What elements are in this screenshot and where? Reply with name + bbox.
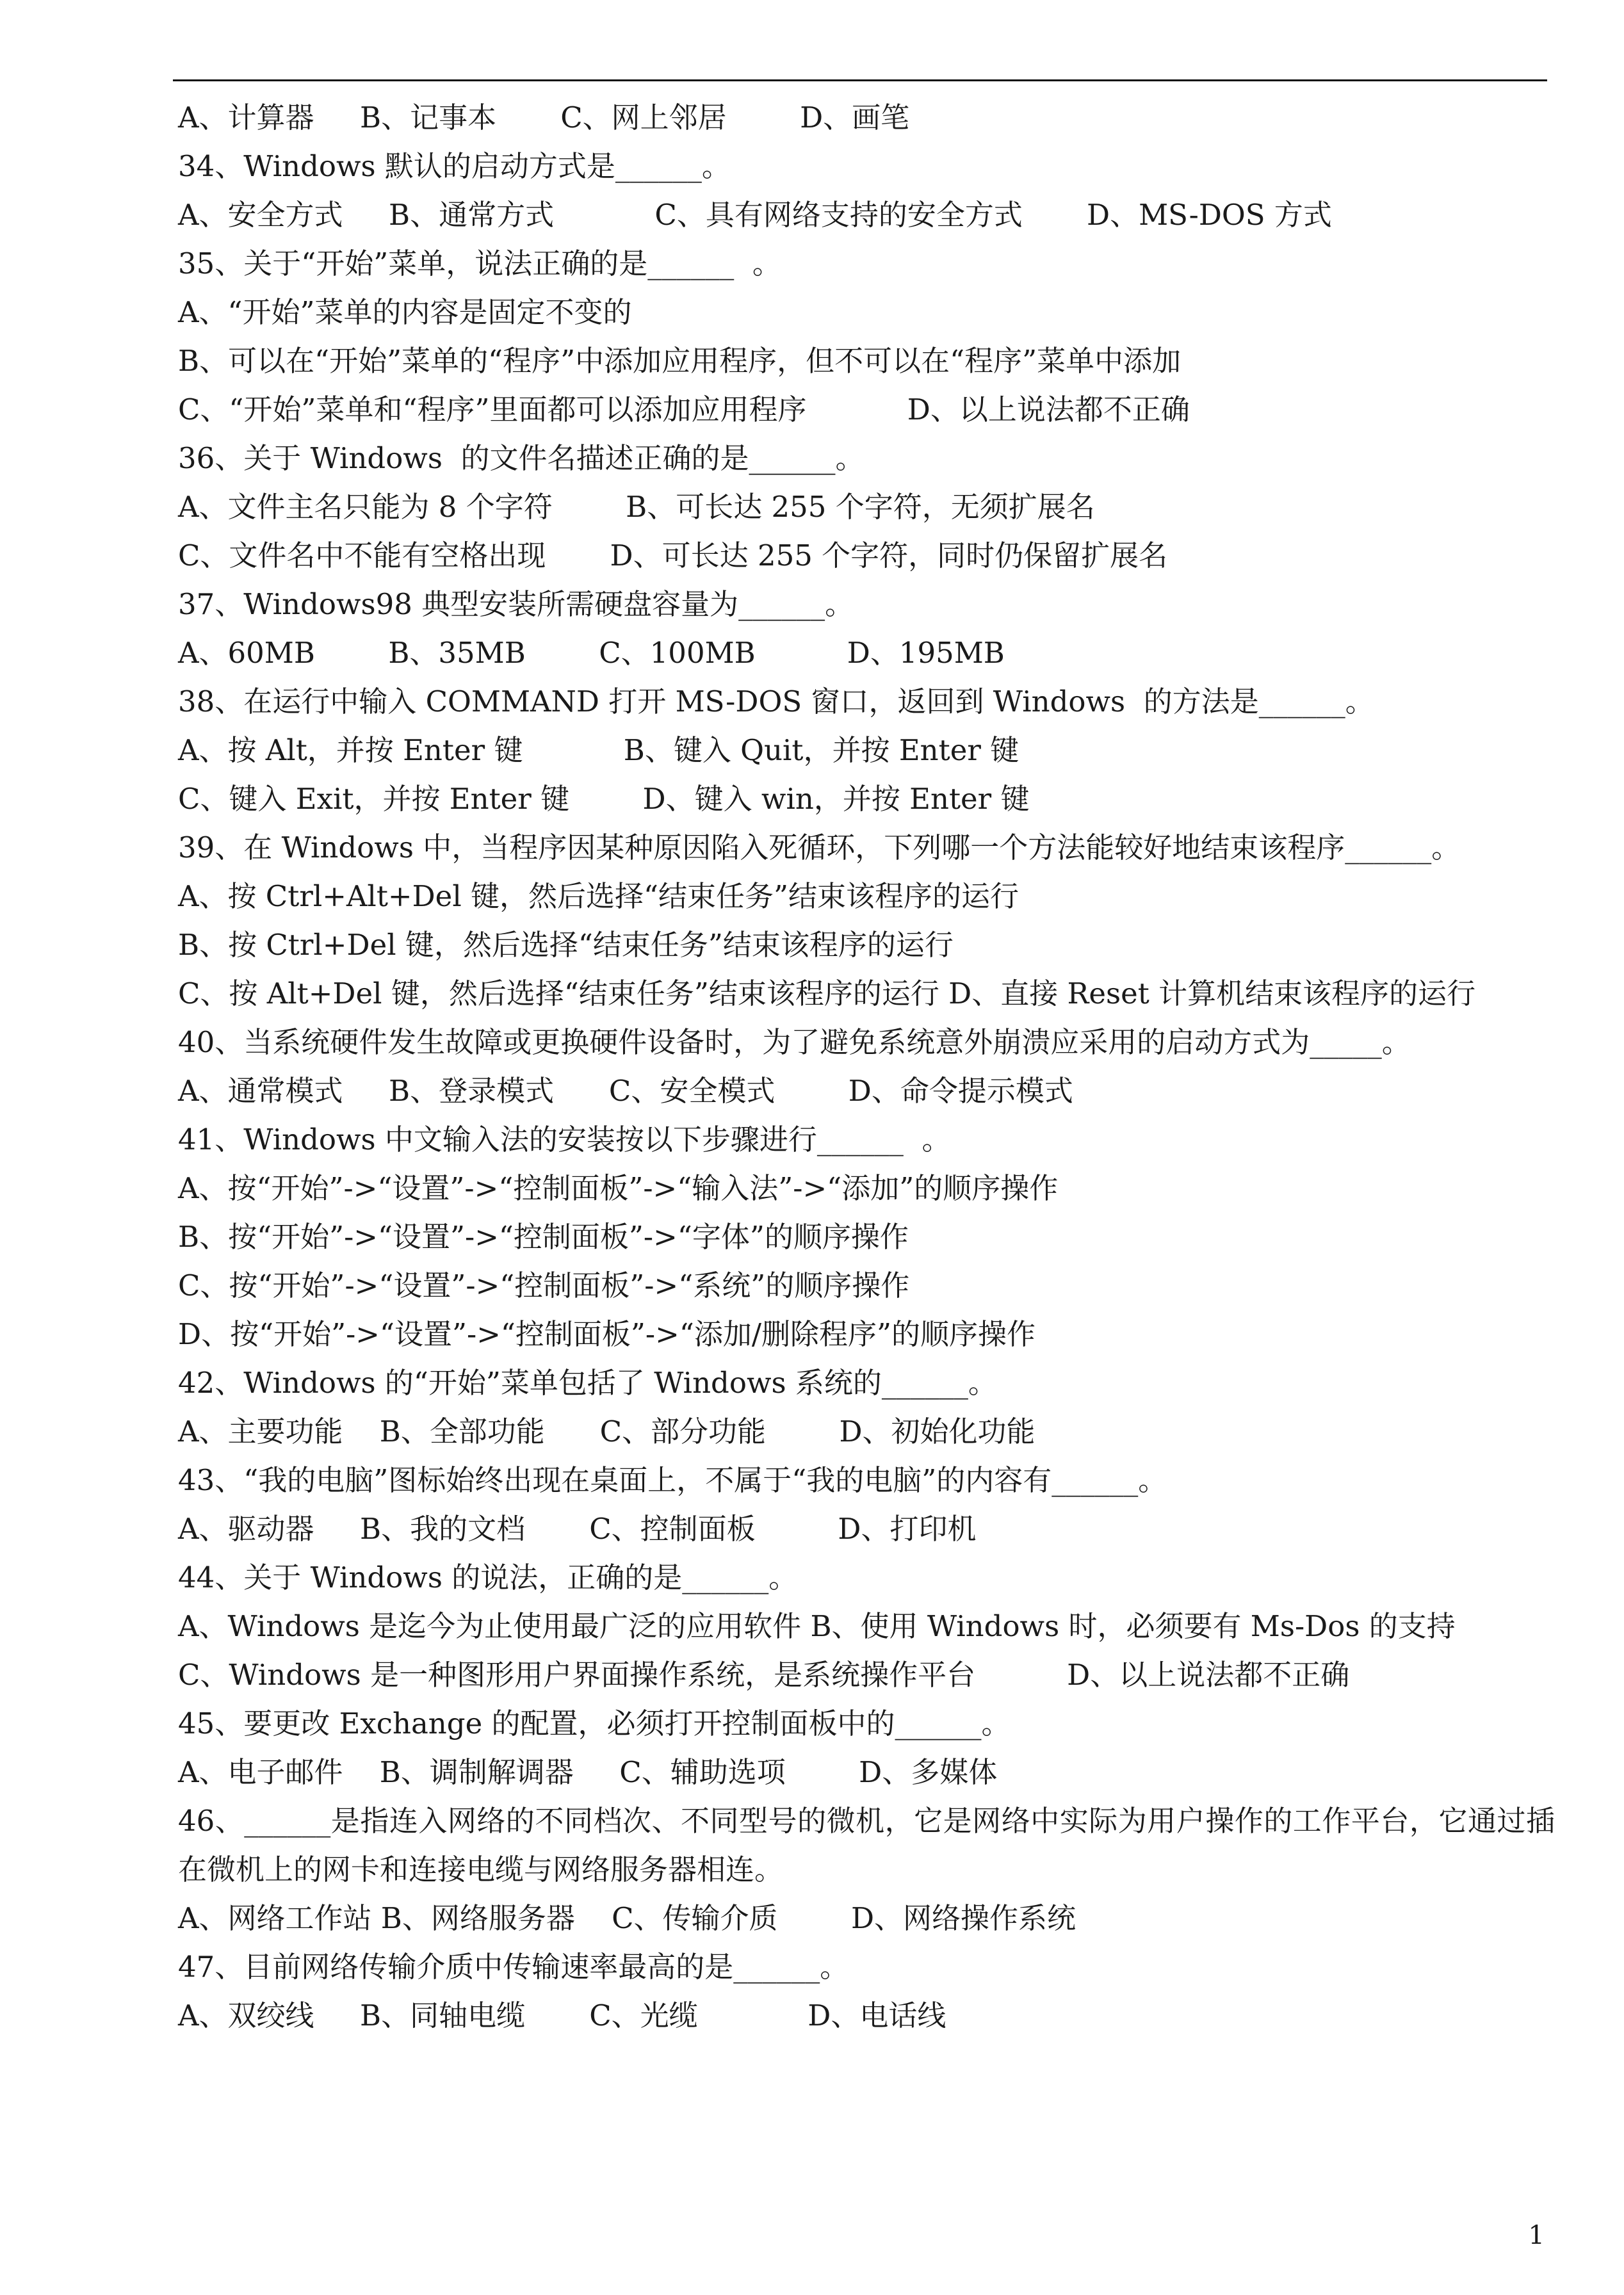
q36-stem: 36、关于 Windows 的文件名描述正确的是______。	[178, 441, 865, 475]
q38-option-ab: A、按 Alt，并按 Enter 键 B、键入 Quit，并按 Enter 键	[178, 733, 1019, 767]
q46-stem: 46、______是指连入网络的不同档次、不同型号的微机，它是网络中实际为用户操作的工作平台，它通过插在微机上的网卡和连接电缆与网络服务器相连。	[178, 1804, 1555, 1886]
q43-stem: 43、“我的电脑”图标始终出现在桌面上，不属于“我的电脑”的内容有______。	[178, 1463, 1167, 1497]
q41-stem: 41、Windows 中文输入法的安装按以下步骤进行______ 。	[178, 1123, 951, 1156]
q34-options: A、安全方式 B、通常方式 C、具有网络支持的安全方式 D、MS-DOS 方式	[178, 198, 1332, 232]
q37-stem: 37、Windows98 典型安装所需硬盘容量为______。	[178, 587, 854, 621]
q40-options: A、通常模式 B、登录模式 C、安全模式 D、命令提示模式	[178, 1074, 1073, 1108]
q44-option-cd: C、Windows 是一种图形用户界面操作系统，是系统操作平台 D、以上说法都不正确	[178, 1658, 1350, 1692]
q41-option-d: D、按“开始”->“设置”->“控制面板”->“添加/删除程序”的顺序操作	[178, 1317, 1036, 1351]
q42-options: A、主要功能 B、全部功能 C、部分功能 D、初始化功能	[178, 1415, 1035, 1448]
q45-options: A、电子邮件 B、调制解调器 C、辅助选项 D、多媒体	[178, 1755, 998, 1789]
page-number: 1	[1528, 2221, 1545, 2250]
header-rule	[173, 79, 1547, 81]
q44-stem: 44、关于 Windows 的说法，正确的是______。	[178, 1561, 798, 1594]
q36-option-ab: A、文件主名只能为 8 个字符 B、可长达 255 个字符，无须扩展名	[178, 490, 1095, 524]
q44-option-ab: A、Windows 是迄今为止使用最广泛的应用软件 B、使用 Windows 时，必须要有 Ms-Dos 的支持	[178, 1609, 1456, 1643]
q40-stem: 40、当系统硬件发生故障或更换硬件设备时，为了避免系统意外崩溃应采用的启动方式为_____。	[178, 1025, 1411, 1059]
q35-stem: 35、关于“开始”菜单，说法正确的是______ 。	[178, 247, 781, 280]
q47-stem: 47、目前网络传输介质中传输速率最高的是______。	[178, 1950, 849, 1984]
q43-options: A、驱动器 B、我的文档 C、控制面板 D、打印机	[178, 1512, 977, 1546]
q46-options: A、网络工作站 B、网络服务器 C、传输介质 D、网络操作系统	[178, 1901, 1076, 1935]
q35-option-cd: C、“开始”菜单和“程序”里面都可以添加应用程序 D、以上说法都不正确	[178, 393, 1190, 426]
q36-option-cd: C、文件名中不能有空格出现 D、可长达 255 个字符，同时仍保留扩展名	[178, 539, 1168, 572]
q41-option-a: A、按“开始”->“设置”->“控制面板”->“输入法”->“添加”的顺序操作	[178, 1171, 1059, 1205]
q38-stem: 38、在运行中输入 COMMAND 打开 MS-DOS 窗口，返回到 Windows 的方法是______。	[178, 685, 1374, 718]
q34-stem: 34、Windows 默认的启动方式是______。	[178, 149, 731, 183]
q41-option-c: C、按“开始”->“设置”->“控制面板”->“系统”的顺序操作	[178, 1269, 910, 1302]
q42-stem: 42、Windows 的“开始”菜单包括了 Windows 系统的______。	[178, 1366, 997, 1400]
question-list	[178, 93, 1555, 2040]
q39-stem: 39、在 Windows 中，当程序因某种原因陷入死循环，下列哪一个方法能较好地结束该程序______。	[178, 831, 1461, 864]
q47-options: A、双绞线 B、同轴电缆 C、光缆 D、电话线	[178, 1999, 946, 2032]
q35-option-a: A、“开始”菜单的内容是固定不变的	[178, 295, 632, 329]
q39-option-b: B、按 Ctrl+Del 键，然后选择“结束任务”结束该程序的运行	[178, 928, 954, 962]
q39-option-a: A、按 Ctrl+Alt+Del 键，然后选择“结束任务”结束该程序的运行	[178, 879, 1019, 913]
q38-option-cd: C、键入 Exit，并按 Enter 键 D、键入 win，并按 Enter 键	[178, 782, 1030, 816]
q45-stem: 45、要更改 Exchange 的配置，必须打开控制面板中的______。	[178, 1707, 1011, 1740]
q37-options: A、60MB B、35MB C、100MB D、195MB	[178, 636, 1005, 670]
q33-options: A、计算器 B、记事本 C、网上邻居 D、画笔	[178, 101, 910, 134]
q35-option-b: B、可以在“开始”菜单的“程序”中添加应用程序，但不可以在“程序”菜单中添加	[178, 344, 1181, 378]
q39-option-cd: C、按 Alt+Del 键，然后选择“结束任务”结束该程序的运行 D、直接 Reset 计算机结束该程序的运行	[178, 977, 1476, 1010]
q41-option-b: B、按“开始”->“设置”->“控制面板”->“字体”的顺序操作	[178, 1220, 909, 1254]
